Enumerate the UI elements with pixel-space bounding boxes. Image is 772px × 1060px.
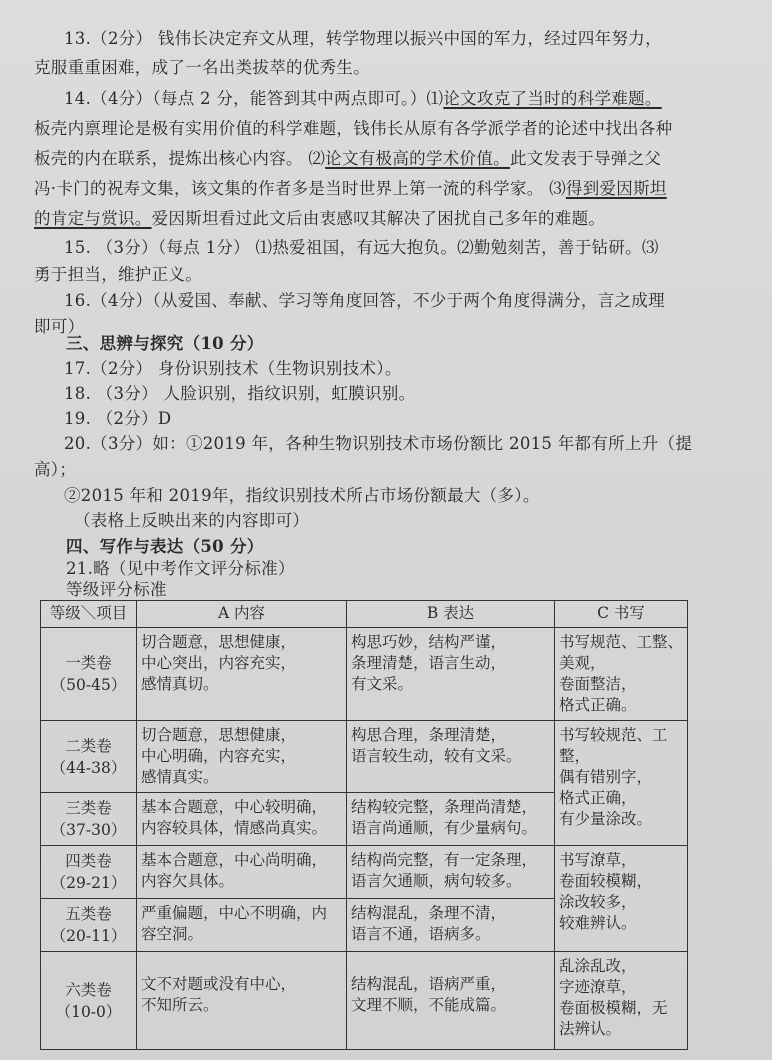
answer-13-line1: 13.（2分） 钱伟长决定弃文从理，转学物理以振兴中国的军力，经过四年努力， [64,29,662,48]
table-row [41,846,688,899]
level-name: 四类卷 [65,852,112,870]
cell-line: 语言欠通顺，病句较多。 [351,872,522,890]
level-name: 三类卷 [65,799,112,817]
answer-20-line1: 20.（3分）如：①2019 年，各种生物识别技术市场份额比 2015 年都有所上升（提 [64,434,693,453]
expression-cell [347,628,555,721]
answer-14-line2: 板壳内禀理论是极有实用价值的科学难题，钱伟长从原有各学派学者的论述中找出各种 [34,119,673,138]
header-level: 等级＼项目 [41,601,137,628]
cell-line: 整， [559,747,591,765]
level-cell [41,721,137,793]
cell-line: 字迹潦草， [559,978,637,996]
level-cell [41,952,137,1050]
table-row [41,628,688,721]
answer-15-line2: 勇于担当，维护正义。 [34,265,202,284]
level-range: （10-0） [55,1002,122,1021]
level-cell [41,793,137,846]
level-range: （50-45） [50,676,127,694]
cell-line: 涂改较多， [559,893,637,911]
header-content: A 内容 [137,601,347,628]
section-4-heading: 四、写作与表达（50 分） [66,537,264,556]
cell-line: 不知所云。 [141,996,219,1014]
answer-14-point3-end: 的肯定与赏识。 [34,209,152,228]
answer-14-line5 [34,208,605,230]
cell-line: 基本合题意，中心较明确， [141,798,328,816]
content-cell [137,628,347,721]
cell-line: 偶有错别字， [559,768,653,786]
writing-cell [555,846,688,952]
answer-14-text3: 板壳的内在联系，提炼出核心内容。 ⑵ [34,149,326,168]
cell-line: 结构混乱，条理不清， [351,904,507,922]
content-cell [137,899,347,952]
cell-line: 文不对题或没有中心， [141,975,297,993]
cell-line: 结构尚完整，有一定条理， [351,851,538,869]
level-name: 五类卷 [65,905,112,923]
answer-14-point2: 论文有极高的学术价值。 [325,149,510,168]
cell-line: 语言尚通顺，有少量病句。 [351,819,538,837]
content-cell [137,846,347,899]
grading-table-header [41,601,688,628]
writing-cell [555,721,688,846]
table-row [41,952,688,1050]
level-cell [41,628,137,721]
cell-line: 有文采。 [351,675,414,693]
answer-14-text3b: 此文发表于导弹之父 [509,149,662,168]
writing-cell [555,952,688,1050]
cell-line: 严重偏题，中心不明确，内 [141,904,328,922]
cell-line: 格式正确。 [559,696,637,714]
answer-18: 18. （3分） 人脸识别，指纹识别，虹膜识别。 [64,384,416,403]
cell-line: 有少量涂改。 [559,810,653,828]
level-range: （20-11） [50,927,127,945]
answer-14-line3 [34,148,661,170]
answer-15-line1: 15. （3分）（每点 1分） ⑴热爱祖国，有远大抱负。⑵勤勉刻苦，善于钻研。⑶ [64,238,659,257]
level-name: 六类卷 [65,980,112,999]
answer-14-prefix: 14.（4分）（每点 2 分，能答到其中两点即可。）⑴ [64,89,444,108]
cell-line: 语言较生动，较有文采。 [351,747,522,765]
writing-cell [555,628,688,721]
cell-line: 容空洞。 [141,925,204,943]
cell-line: 书写潦草， [559,851,637,869]
answer-20-line2: 高）； [34,460,77,479]
header-expression: B 表达 [347,601,555,628]
expression-cell [347,793,555,846]
cell-line: 切合题意，思想健康， [141,633,297,651]
answer-13-line2: 克服重重困难，成了一名出类拔萃的优秀生。 [34,58,370,77]
answer-14-text5: 爱因斯坦看过此文后由衷感叹其解决了困扰自己多年的难题。 [151,209,606,228]
level-range: （37-30） [50,821,127,839]
answer-16-line1: 16.（4分）（从爱国、奉献、学习等角度回答，不少于两个角度得满分，言之成理 [64,291,665,310]
expression-cell [347,899,555,952]
cell-line: 结构较完整，条理尚清楚， [351,798,538,816]
expression-cell [347,952,555,1050]
answer-20-line3: ②2015 年和 2019年，指纹识别技术所占市场份额最大（多）。 [64,486,540,505]
cell-line: 法辨认。 [559,1020,622,1038]
answer-14-point1: 论文攻克了当时的科学难题。 [443,89,662,108]
cell-line: 乱涂乱改， [559,957,637,975]
cell-line: 书写规范、工整、 [559,633,684,651]
answer-14-text4: 冯·卡门的祝寿文集，该文集的作者多是当时世界上第一流的科学家。 ⑶ [34,179,566,198]
level-range: （44-38） [50,758,127,777]
cell-line: 中心明确，内容充实， [141,747,297,765]
cell-line: 文理不顺，不能成篇。 [351,996,507,1014]
section-3-heading: 三、思辨与探究（10 分） [66,334,264,353]
grading-table [40,600,688,1050]
cell-line: 中心突出，内容充实， [141,654,297,672]
cell-line: 书写较规范、工 [559,726,668,744]
cell-line: 结构混乱，语病严重， [351,975,507,993]
cell-line: 美观， [559,654,606,672]
content-cell [137,793,347,846]
cell-line: 感情真实。 [141,768,219,786]
cell-line: 较难辨认。 [559,914,637,932]
cell-line: 格式正确， [559,789,637,807]
answer-14-line4 [34,178,667,200]
cell-line: 构思巧妙，结构严谨， [351,633,507,651]
level-cell [41,899,137,952]
grading-table-title: 等级评分标准 [66,580,167,599]
cell-line: 感情真切。 [141,675,219,693]
header-writing: C 书写 [555,601,688,628]
cell-line: 条理清楚，语言生动， [351,654,507,672]
cell-line: 构思合理，条理清楚， [351,726,507,744]
answer-21: 21.略（见中考作文评分标准） [66,559,295,578]
content-cell [137,952,347,1050]
cell-line: 切合题意，思想健康， [141,726,297,744]
answer-17: 17.（2分） 身份识别技术（生物识别技术）。 [64,359,402,378]
cell-line: 内容欠具体。 [141,872,235,890]
cell-line: 卷面整洁， [559,675,637,693]
answer-14-line1 [64,88,662,110]
answer-16-line2: 即可） [34,317,85,336]
level-cell [41,846,137,899]
expression-cell [347,721,555,793]
cell-line: 基本合题意，中心尚明确， [141,851,328,869]
answer-19: 19. （2分）D [64,409,172,428]
cell-line: 内容较具体，情感尚真实。 [141,819,328,837]
table-row [41,721,688,793]
level-range: （29-21） [50,874,127,892]
cell-line: 卷面极模糊，无 [559,999,668,1017]
cell-line: 语言不通，语病多。 [351,925,491,943]
expression-cell [347,846,555,899]
cell-line: 卷面较模糊， [559,872,653,890]
content-cell [137,721,347,793]
level-name: 一类卷 [65,654,112,672]
level-name: 二类卷 [65,736,112,755]
answer-20-note: （表格上反映出来的内容即可） [74,511,310,530]
answer-14-point3: 得到爱因斯坦 [565,179,667,198]
